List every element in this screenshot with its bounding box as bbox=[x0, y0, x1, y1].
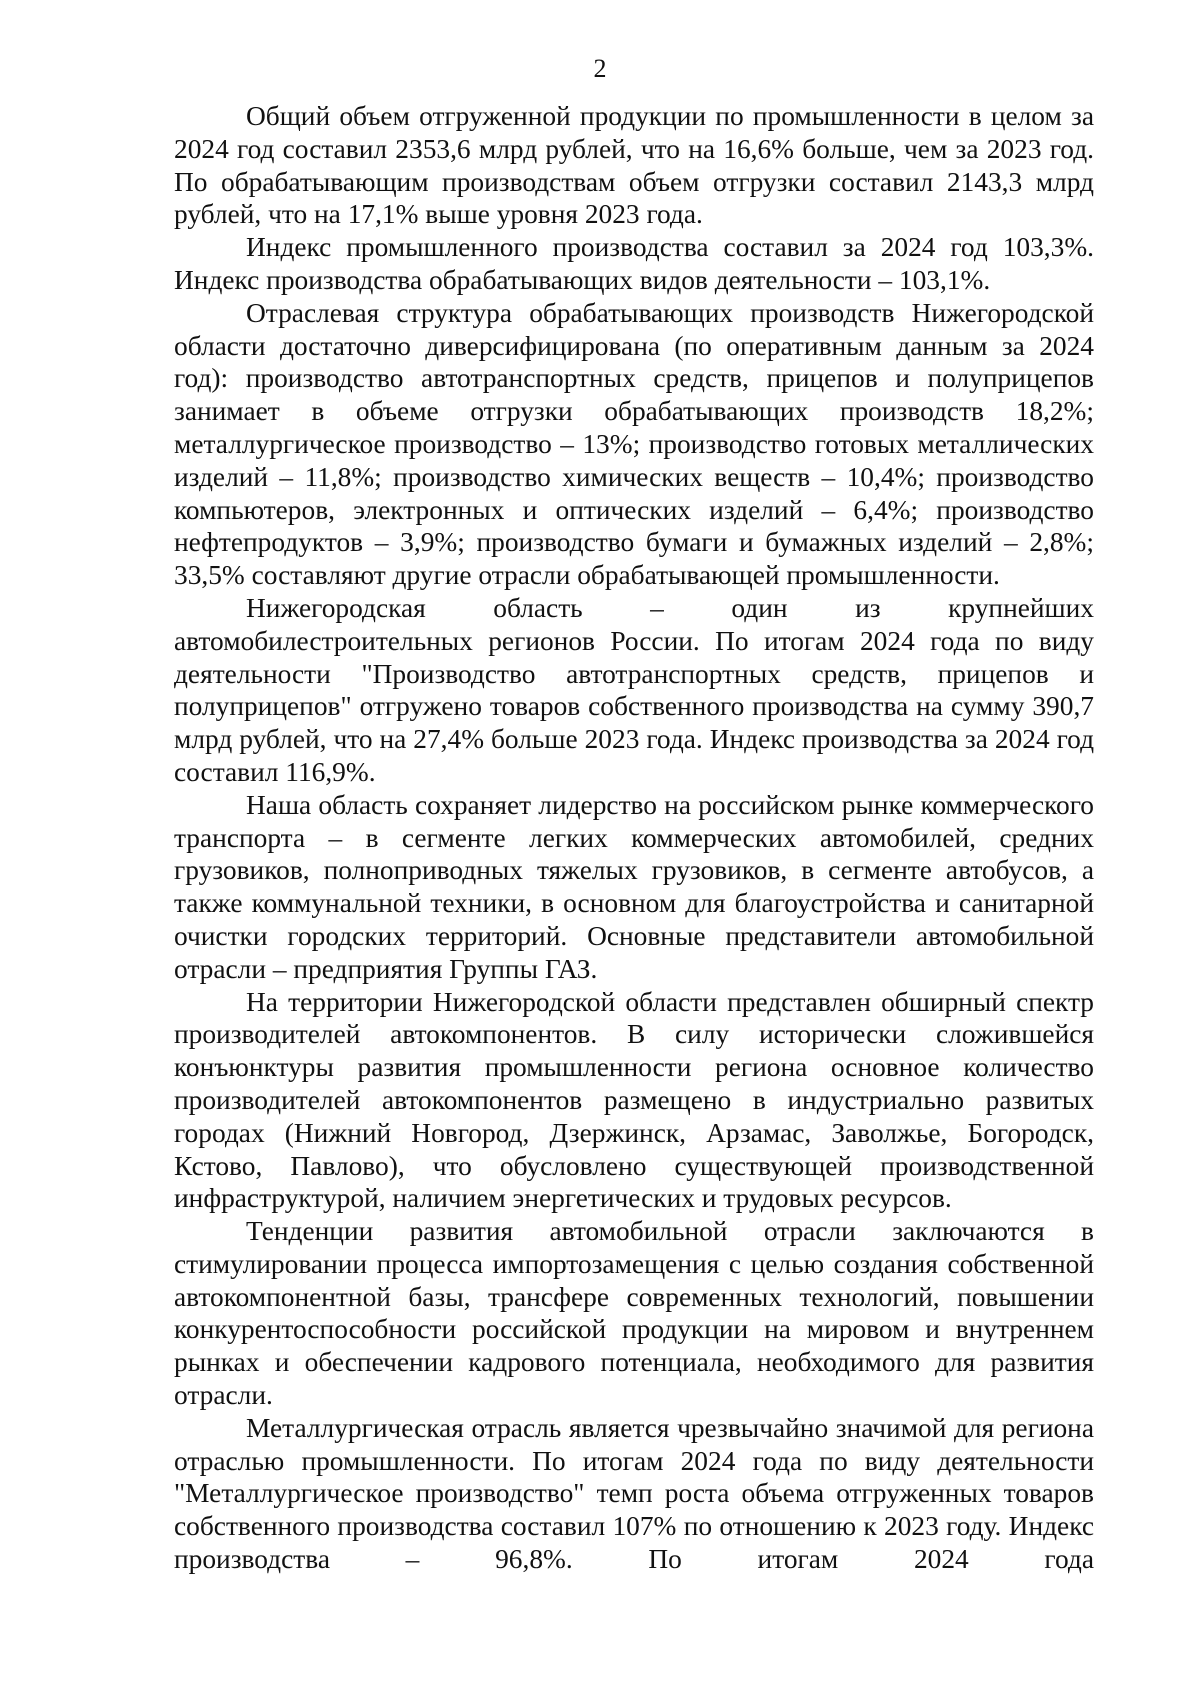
paragraph-industry-trends: Тенденции развития автомобильной отрасли заключаются в стимулировании процесса импортозамещения с целью создания собственной автокомпонентной базы, трансфере современных технологий, повышении конкурентоспособности российской продукции на мировом и внутреннем рынках и обеспечении кадрового потенциала, необходимого для развития отрасли. bbox=[174, 1216, 1094, 1411]
paragraph-commercial-transport: Наша область сохраняет лидерство на российском рынке коммерческого транспорта – в сегменте легких коммерческих автомобилей, средних грузовиков, полноприводных тяжелых грузовиков, в сегменте автобусов, а также коммунальной техники, в основном для благоустройства и санитарной очистки городских территорий. Основные представители автомобильной отрасли – предприятия Группы ГАЗ. bbox=[174, 789, 1094, 984]
paragraph-metallurgy: Металлургическая отрасль является чрезвычайно значимой для региона отраслью промышленности. По итогам 2024 года по виду деятельности "Металлургическое производство" темп роста объема отгруженных товаров собственного производства составил 107% по отношению к 2023 году. Индекс производства – 96,8%. По итогам 2024 года bbox=[174, 1412, 1094, 1575]
paragraph-sector-structure: Отраслевая структура обрабатывающих производств Нижегородской области достаточно диверсифицирована (по оперативным данным за 2024 год): производство автотранспортных средств, прицепов и полуприцепов занимает в объеме отгрузки обрабатывающих производств 18,2%; металлургическое производство – 13%; производство готовых металлических изделий – 11,8%; производство химических веществ – 10,4%; производство компьютеров, электронных и оптических изделий – 6,4%; производство нефтепродуктов – 3,9%; производство бумаги и бумажных изделий – 2,8%; 33,5% составляют другие отрасли обрабатывающей промышленности. bbox=[174, 297, 1094, 591]
page-number: 2 bbox=[593, 54, 607, 83]
paragraph-shipment-volume: Общий объем отгруженной продукции по промышленности в целом за 2024 год составил 2353,6 млрд рублей, что на 16,6% больше, чем за 2023 год. По обрабатывающим производствам объем отгрузки составил 2143,3 млрд рублей, что на 17,1% выше уровня 2023 года. bbox=[174, 101, 1094, 230]
document-body bbox=[174, 100, 1094, 1576]
paragraph-automotive-region: Нижегородская область – один из крупнейших автомобилестроительных регионов России. По итогам 2024 года по виду деятельности "Производство автотранспортных средств, прицепов и полуприцепов" отгружено товаров собственного производства на сумму 390,7 млрд рублей, что на 27,4% больше 2023 года. Индекс производства за 2024 год составил 116,9%. bbox=[174, 592, 1094, 787]
paragraph-production-index: Индекс промышленного производства составил за 2024 год 103,3%. Индекс производства обрабатывающих видов деятельности – 103,1%. bbox=[174, 232, 1094, 295]
paragraph-auto-components: На территории Нижегородской области представлен обширный спектр производителей автокомпонентов. В силу исторически сложившейся конъюнктуры развития промышленности региона основное количество производителей автокомпонентов размещено в индустриально развитых городах (Нижний Новгород, Дзержинск, Арзамас, Заволжье, Богородск, Кстово, Павлово), что обусловлено существующей производственной инфраструктурой, наличием энергетических и трудовых ресурсов. bbox=[174, 986, 1094, 1214]
